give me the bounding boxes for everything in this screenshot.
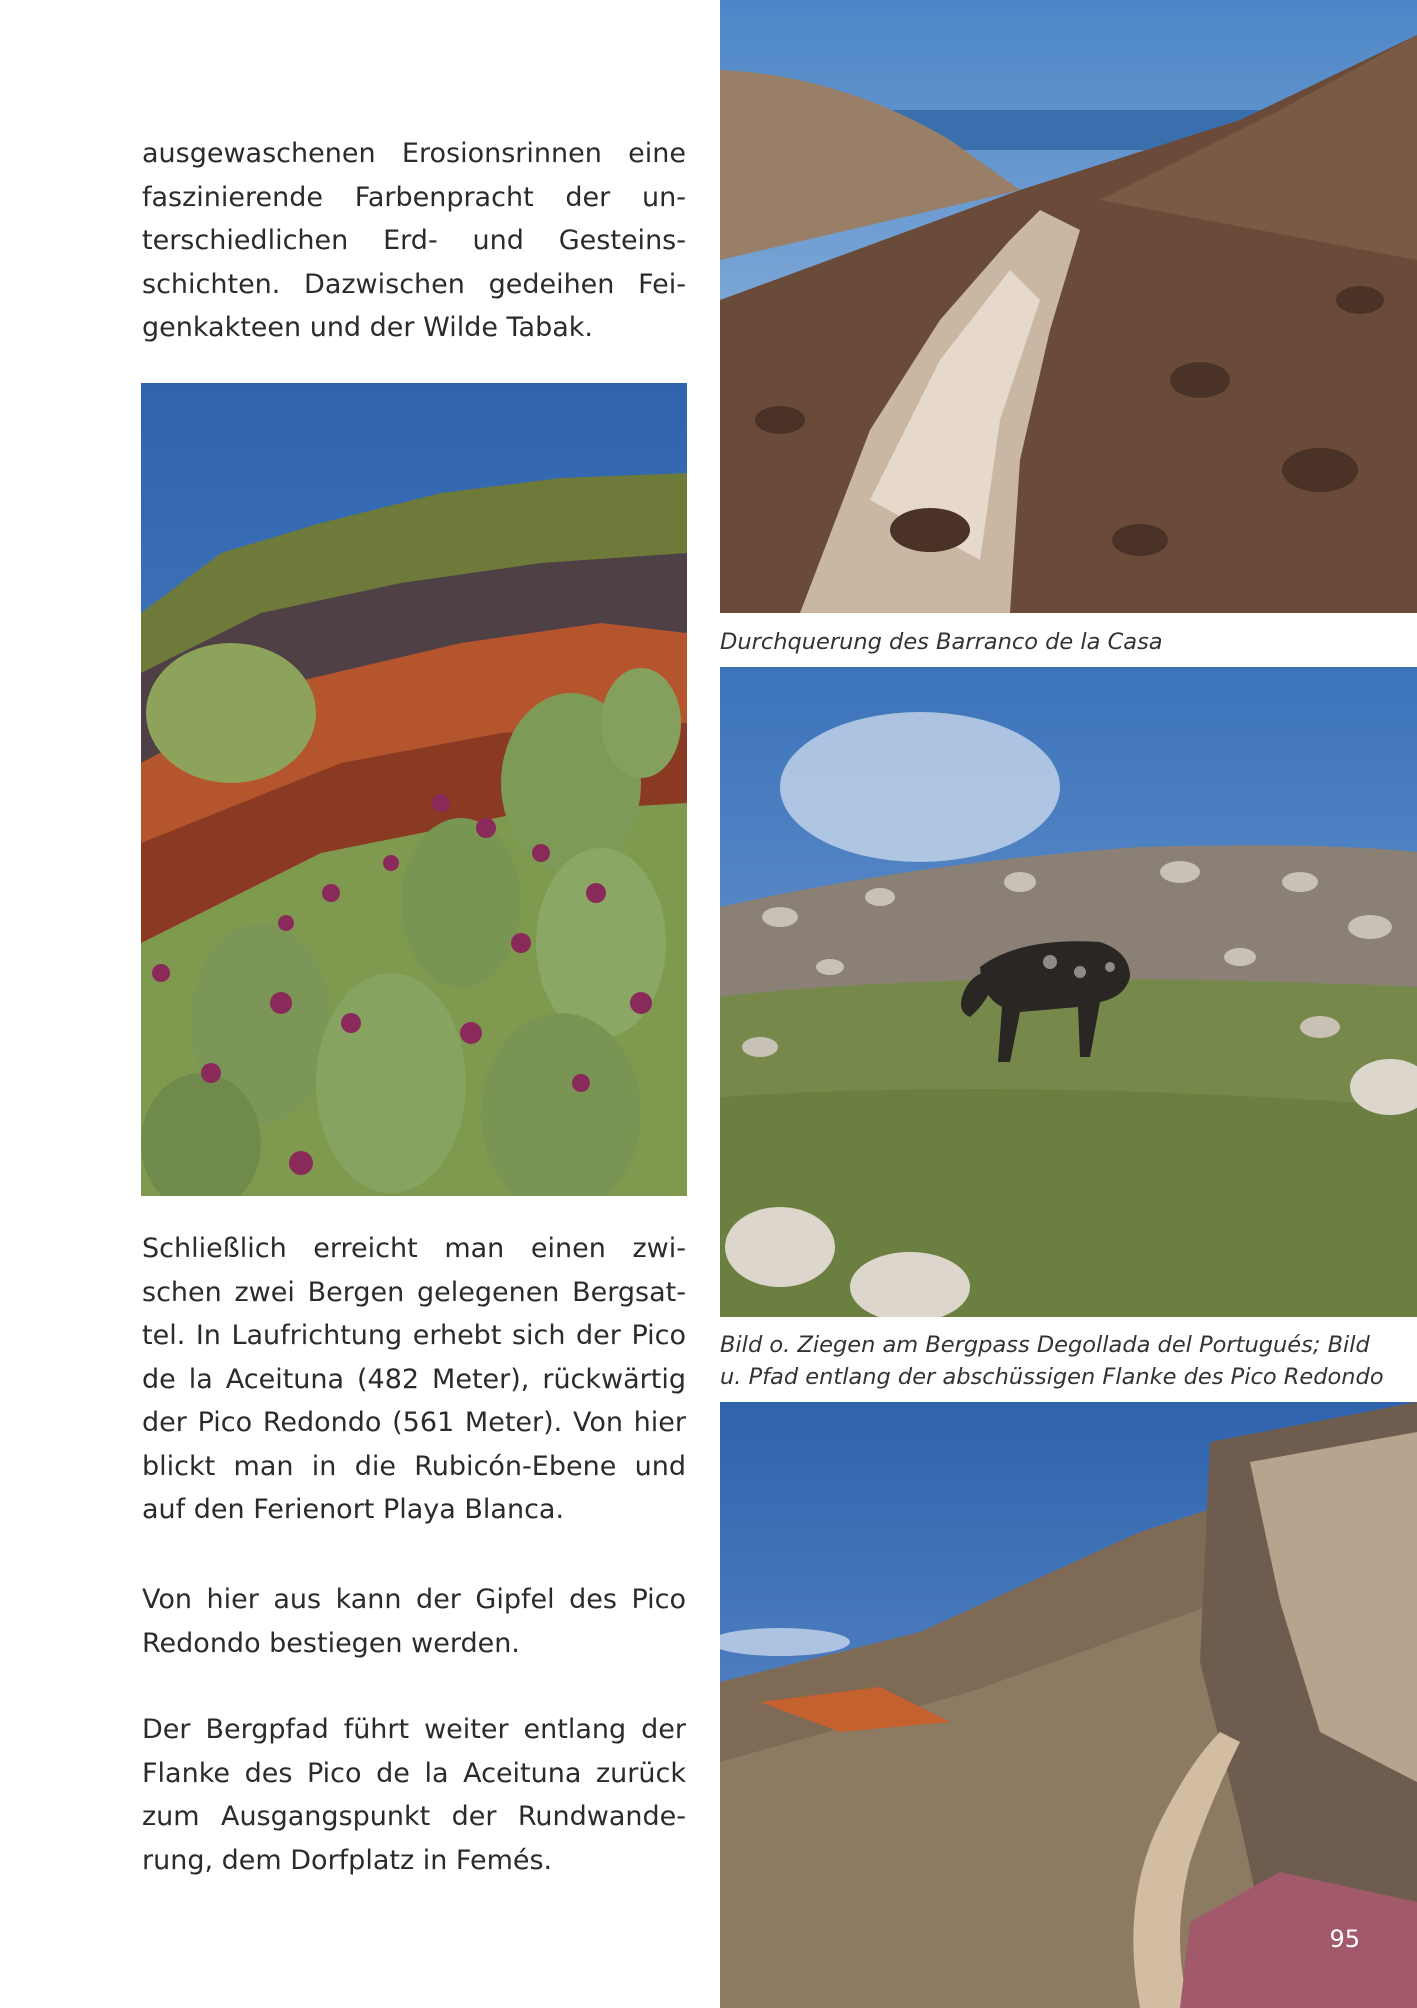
text-line: zum Ausgangspunkt der Rundwande- [142,1801,686,1832]
paragraph-intro [142,132,686,350]
text-line: Von hier aus kann der Gipfel des Pico [142,1584,686,1615]
page-number: 95 [1329,1925,1360,1953]
text-line: ausgewaschenen Erosionsrinnen eine [142,138,686,169]
caption-barranco: Durchquerung des Barranco de la Casa [720,629,1163,655]
text-line: de la Aceituna (482 Meter), rückwärtig [142,1363,686,1395]
text-line: rung, dem Dorfplatz in Femés. [142,1844,553,1876]
paragraph-summit [142,1578,686,1665]
text-line: schen zwei Bergen gelegenen Bergsat- [142,1276,686,1308]
photo-path-pico-redondo-flank [720,1402,1417,2008]
text-line: Schließlich erreicht man einen zwi- [142,1233,686,1264]
text-line: terschiedlichen Erd- und Gesteins- [142,225,686,256]
text-line: tel. In Laufrichtung erhebt sich der Pico [142,1320,686,1351]
text-line: der Pico Redondo (561 Meter). Von hier [142,1407,686,1438]
text-line: Redondo bestiegen werden. [142,1627,520,1659]
photo-goat-degollada-del-portugues [720,667,1417,1317]
text-line: auf den Ferienort Playa Blanca. [142,1494,565,1525]
photo-barranco-de-la-casa [720,0,1417,613]
paragraph-saddle [142,1227,686,1532]
caption-line: u. Pfad entlang der abschüssigen Flanke des Pico Redondo [720,1364,1384,1390]
text-line: Flanke des Pico de la Aceituna zurück [142,1757,686,1789]
photo-prickly-pear-cactus [141,383,687,1196]
text-line: blickt man in die Rubicón-Ebene und [142,1450,686,1482]
text-line: genkakteen und der Wilde Tabak. [142,312,593,343]
paragraph-return [142,1708,686,1882]
text-line: Der Bergpfad führt weiter entlang der [142,1714,686,1745]
caption-goats-and-path [720,1329,1400,1393]
text-line: schichten. Dazwischen gedeihen Fei- [142,268,686,300]
caption-line: Bild o. Ziegen am Bergpass Degollada del Portugués; Bild [720,1332,1370,1358]
text-line: faszinierende Farbenpracht der un- [142,181,686,213]
